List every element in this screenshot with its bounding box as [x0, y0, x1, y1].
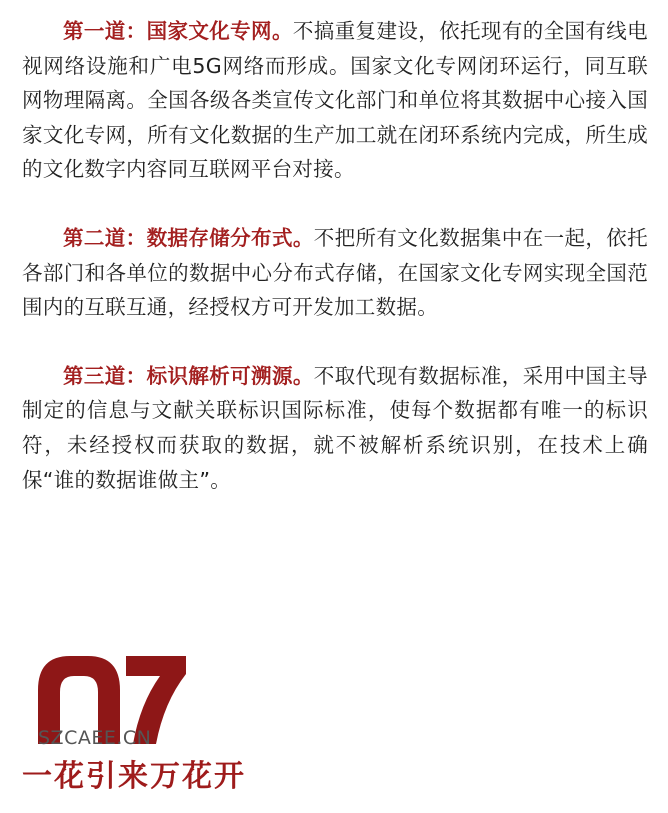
article-body: [22, 14, 648, 497]
paragraph-third-path: [22, 359, 648, 497]
section-heading: 一花引来万花开: [22, 759, 246, 794]
paragraph-text: 不把所有文化数据集中在一起，依托各部门和各单位的数据中心分布式存储，在国家文化专网实现全国范围内的互联互通，经授权方可开发加工数据。: [22, 225, 648, 320]
paragraph-first-path: [22, 14, 648, 187]
paragraph-second-path: [22, 221, 648, 325]
paragraph-lead: 第二道：数据存储分布式。: [63, 225, 314, 250]
paragraph-text: 不搞重复建设，依托现有的全国有线电视网络设施和广电5G网络而形成。国家文化专网闭环运行，同互联网物理隔离。全国各级各类宣传文化部门和单位将其数据中心接入国家文化专网，所有文化数据的生产加工就在闭环系统内完成，所生成的文化数字内容同互联网平台对接。: [22, 19, 648, 182]
paragraph-text: 不取代现有数据标准，采用中国主导制定的信息与文献关联标识国际标准，使每个数据都有唯一的标识符，未经授权而获取的数据，就不被解析系统识别，在技术上确保“谁的数据谁做主”。: [22, 363, 648, 492]
paragraph-lead: 第三道：标识解析可溯源。: [63, 363, 314, 388]
site-domain-label: SZCAEE.CN: [38, 727, 152, 749]
paragraph-lead: 第一道：国家文化专网。: [63, 19, 293, 43]
